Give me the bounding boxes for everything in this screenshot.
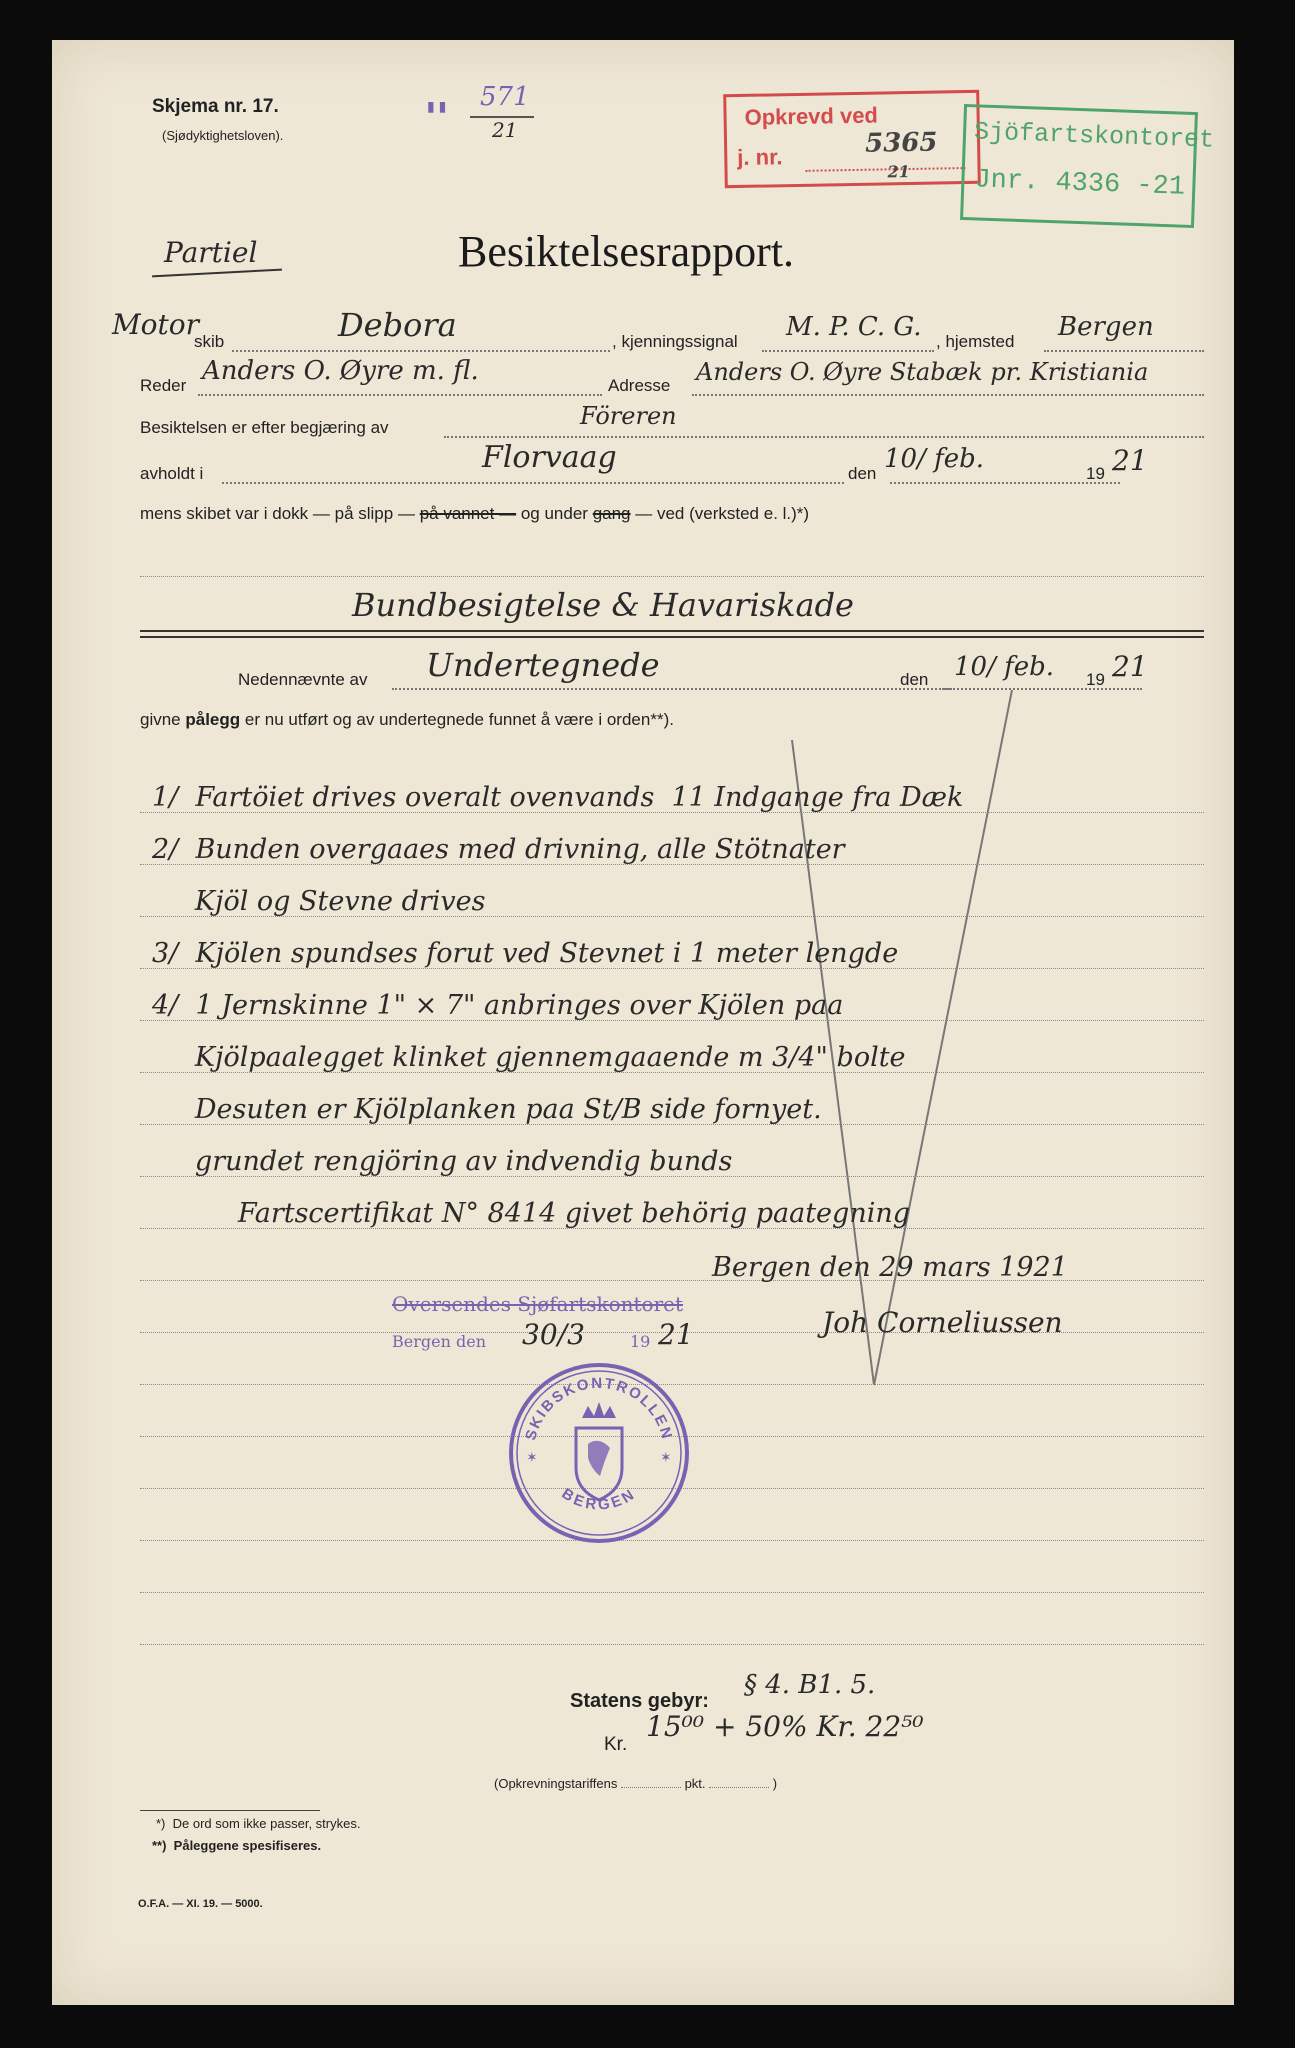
form-number: Skjema nr. 17. — [152, 96, 279, 117]
order-line-4: 3/ Kjölen spundses forut ved Stevnet i 1 meter lengde — [152, 938, 899, 969]
red-stamp-prefix: j. nr. — [737, 144, 783, 171]
sentence-bold: pålegg — [185, 710, 241, 729]
dock-text-a: mens skibet var i dokk — på slipp — — [140, 504, 415, 523]
sentence-b: er nu utført og av undertegnede funnet å være i orden**). — [244, 710, 674, 729]
owner-address: Anders O. Øyre Stabæk pr. Kristiania — [696, 358, 1149, 386]
svg-text:✶: ✶ — [660, 1450, 672, 1466]
held-date: 10/ feb. — [884, 444, 985, 474]
confirmation-date: 10/ feb. — [954, 652, 1055, 682]
dock-text-b: og under — [520, 504, 588, 523]
tariff-b: pkt. — [684, 1776, 706, 1791]
signature-place-date: Bergen den 29 mars 1921 — [712, 1252, 1068, 1283]
seal-top-text: SKIBSKONTROLLEN — [522, 1374, 676, 1443]
signature-name: Joh Corneliussen — [822, 1306, 1063, 1339]
red-stamp-number: 5365 — [864, 127, 938, 159]
coat-of-arms-icon — [576, 1402, 622, 1500]
home-label: , hjemsted — [936, 332, 1015, 351]
held-date-label: den — [848, 464, 877, 483]
footnote-rule — [140, 1810, 320, 1811]
forwarded-year: 21 — [658, 1318, 694, 1351]
fee-label: Statens gebyr: — [570, 1690, 709, 1712]
order-line-5: 4/ 1 Jernskinne 1" × 7" anbringes over Kjölen paa — [152, 990, 844, 1021]
held-label: avholdt i — [140, 464, 204, 483]
red-stamp-line1: Opkrevd ved — [744, 102, 879, 130]
address-label: Adresse — [608, 376, 671, 395]
owner-name: Anders O. Øyre m. fl. — [202, 356, 479, 386]
office-seal — [504, 1358, 694, 1548]
svg-text:✶: ✶ — [526, 1450, 538, 1466]
red-stamp-year: 21 — [887, 161, 911, 182]
order-line-7: Desuten er Kjölplanken paa St/B side fornyet. — [152, 1094, 822, 1125]
requested-by: Föreren — [580, 402, 677, 430]
print-reference: O.F.A. — XI. 19. — 5000. — [138, 1898, 263, 1910]
dock-struck-2: gang — [592, 504, 631, 523]
green-stamp-line2: Jnr. 4336 -21 — [973, 165, 1186, 203]
requested-label: Besiktelsen er efter begjæring av — [140, 418, 389, 437]
green-stamp-line1: Sjöfartskontoret — [973, 117, 1215, 155]
order-rule — [140, 1592, 1204, 1593]
ship-name: Debora — [338, 306, 457, 344]
tariff-note — [494, 1776, 777, 1791]
inspection-type: Bundbesigtelse & Havariskade — [352, 586, 854, 624]
seal-bottom-text: BERGEN — [558, 1485, 640, 1514]
forwarded-date: 30/3 — [522, 1318, 585, 1351]
form-paper — [52, 40, 1234, 2005]
purple-stamp-marks: ▮ ▮ — [427, 98, 447, 114]
order-line-1: 1/ Fartöiet drives overalt ovenvands 11 Indgange fra Dæk — [152, 782, 964, 813]
handwritten-prefix: Partiel — [164, 236, 258, 269]
journal-year: 21 — [492, 118, 518, 142]
tariff-a: (Opkrevningstariffens — [494, 1776, 618, 1791]
tariff-c: ) — [772, 1776, 778, 1791]
confirmation-date-label: den — [900, 670, 929, 689]
fee-amount: 15⁰⁰ + 50% Kr. 22⁵⁰ — [646, 1710, 924, 1743]
order-line-3: Kjöl og Stevne drives — [152, 886, 486, 917]
held-year-prefix: 19 — [1086, 464, 1105, 483]
owner-label: Reder — [140, 376, 187, 395]
order-line-9: Fartscertifikat N° 8414 givet behörig paategning — [152, 1198, 911, 1229]
footnote-2: **) Påleggene spesifiseres. — [152, 1838, 322, 1853]
dock-struck-1: på vannet — — [419, 504, 517, 523]
forwarded-stamp-prefix: Bergen den — [392, 1332, 486, 1351]
order-rule — [140, 1644, 1204, 1645]
forwarded-stamp-line1: Oversendes Sjøfartskontoret — [392, 1292, 684, 1316]
confirmation-label: Nedennævnte av — [238, 670, 368, 689]
sentence-a: givne — [140, 710, 181, 729]
confirmation-year-prefix: 19 — [1086, 670, 1105, 689]
fee-code: § 4. B1. 5. — [744, 1670, 876, 1700]
law-reference: (Sjødyktighetsloven). — [162, 128, 284, 143]
dock-text-c: — ved (verksted e. l.)*) — [635, 504, 810, 523]
signal-label: , kjenningssignal — [612, 332, 738, 351]
fee-kr-label: Kr. — [604, 1734, 628, 1755]
skib-prefix: Motor — [112, 308, 200, 341]
held-place: Florvaag — [482, 440, 617, 475]
page-title: Besiktelsesrapport. — [458, 227, 795, 276]
order-line-6: Kjölpaalegget klinket gjennemgaaende m 3/4" bolte — [152, 1042, 906, 1073]
confirmation-by: Undertegnede — [426, 646, 660, 684]
confirmation-year: 21 — [1112, 650, 1148, 683]
order-line-2: 2/ Bunden overgaaes med drivning, alle Stötnater — [152, 834, 845, 865]
footnote-1: *) De ord som ikke passer, strykes. — [156, 1816, 361, 1831]
forwarded-year-prefix: 19 — [630, 1332, 651, 1351]
skib-label: skib — [194, 332, 225, 351]
order-line-8: grundet rengjöring av indvendig bunds — [152, 1146, 733, 1177]
home-port: Bergen — [1058, 312, 1154, 342]
journal-number: 571 — [480, 82, 530, 112]
held-year: 21 — [1112, 444, 1148, 477]
call-signal: M. P. C. G. — [786, 312, 922, 342]
